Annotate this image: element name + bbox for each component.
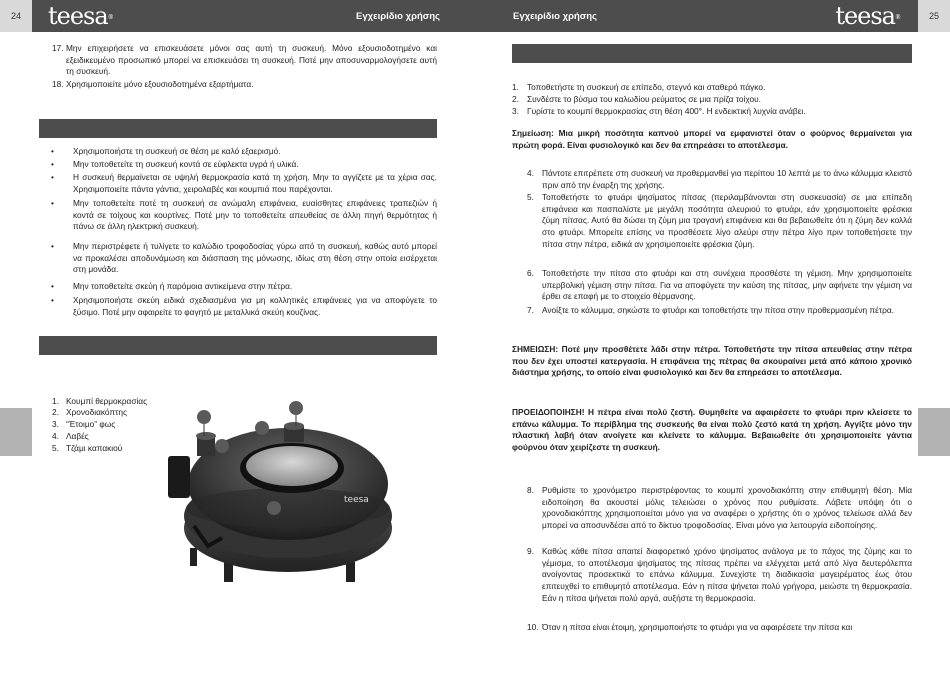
bullet-item: • Μην περιστρέφετε ή τυλίγετε το καλώδιο τροφοδοσίας γύρω από τη συσκευή, καθώς αυτό μπορεί να προκαλέσει αποδυνάμωση και διάσπαση της μόνωσης, ιδίως στη θέση στην οποία εισέρχεται στη μονάδα. <box>51 241 437 275</box>
step-item-3: 3. Γυρίστε το κουμπί θερμοκρασίας στη θέση 400°. Η ενδεικτική λυχνία ανάβει. <box>512 106 806 116</box>
page-number-left: 24 <box>0 0 32 32</box>
part-item-2: 2. Χρονοδιακόπτης <box>52 407 128 417</box>
warning-hot-stone: ΠΡΟΕΙΔΟΠΟΙΗΣΗ! Η πέτρα είναι πολύ ζεστή. Θυμηθείτε να αφαιρέσετε το φτυάρι πριν κλείσετε το επάνω κάλυμμα. Το περίβλημα της συσκευής θα είναι πολύ ζεστό κατά τη χρήση. Αγγίξτε μόνο την πλαστική λαβή όταν ανοίγετε και κλείνετε το κάλυμμα. Βεβαιωθείτε ότι χρησιμοποιείτε γάντια φούρνου όταν χειρίζεστε τη συσκευή. <box>512 407 912 453</box>
part-item-5: 5. Τζάμι καπακιού <box>52 443 123 453</box>
side-tab-left <box>0 408 32 456</box>
section-heading-bar-description <box>39 336 437 355</box>
step-item-7: 7. Ανοίξτε το κάλυμμα, σηκώστε το φτυάρι και τοποθετήστε την πίτσα στην προθερμασμένη πέτρα. <box>527 305 894 315</box>
brand-logo-right: teesa® <box>835 2 900 30</box>
part-item-4: 4. Λαβές <box>52 431 89 441</box>
step-item-6: 6. Τοποθετήστε την πίτσα στο φτυάρι και στη συνέχεια προσθέστε τη γέμιση. Μην χρησιμοποιείτε υπερβολική γέμιση στην πίτσα. Για να αποφύγετε την καύση της πίτσας, μην αφήνετε την γέμιση να έρθει σε επαφή με το στοιχείο θέρμανσης. <box>527 268 912 302</box>
note-first-use: Σημείωση: Μια μικρή ποσότητα καπνού μπορεί να εμφανιστεί όταν ο φούρνος θερμαίνεται για πρώτη φορά. Είναι φυσιολογικό και δεν θα επηρεάσει το αποτέλεσμα. <box>512 128 912 150</box>
header-title-right: Εγχειρίδιο χρήσης <box>513 11 597 22</box>
step-item-2: 2. Συνδέστε το βύσμα του καλωδίου ρεύματος σε μια πρίζα τοίχου. <box>512 94 761 104</box>
step-item-9: 9. Καθώς κάθε πίτσα απαιτεί διαφορετικό χρόνο ψησίματος ανάλογα με το πάχος της ζύμης και το γέμισμα, το αποτέλεσμα ψησίματος της πίτσας πρέπει να ελέγχεται μετά από λίγα δευτερόλεπτα ανοίγοντας προσεκτικά το επάνω κάλυμμα. Συνεχίστε τη διαδικασία μαγειρέματος έως ότου επιτευχθεί το επιθυμητό αποτέλεσμα. Εάν η πίτσα ψήνεται πολύ γρήγορα, μειώστε τη θερμοκρασία. Εάν η πίτσα ψήνεται πολύ αργά, αυξήστε τη θερμοκρασία. <box>527 546 912 603</box>
part-item-1: 1. Κουμπί θερμοκρασίας <box>52 396 148 406</box>
step-item-8: 8. Ρυθμίστε το χρονόμετρο περιστρέφοντας το κουμπί χρονοδιακόπτη στην επιθυμητή θέση. Μία ειδοποίηση θα ακουστεί μόλις τελειώσει ο χρόνος που ρυθμίσατε. Λάβετε υπόψη ότι ο χρονοδιακόπτης χρησιμοποιείται μόνο για να αναφέρει ο χρήστης ότι ο χρόνος τελείωσε αλλά δεν μπορεί να αποσυνδέσει από το δίκτυο τροφοδοσίας. Είναι μόνο για λειτουργία ειδοποίησης. <box>527 485 912 531</box>
bullet-item: • Μην τοποθετείτε σκεύη ή παρόμοια αντικείμενα στην πέτρα. <box>51 281 293 291</box>
note-stone-oil: ΣΗΜΕΙΩΣΗ: Ποτέ μην προσθέτετε λάδι στην πέτρα. Τοποθετήστε την πίτσα απευθείας στην πέτρα που δεν έχει υποστεί κατεργασία. Η επιφάνεια της πέτρας θα σκουραίνει μετά από κάποιο χρονικό διάστημα χρήσης, το οποίο είναι φυσιολογικό και δεν θα επηρεάσει το αποτέλεσμα. <box>512 344 912 378</box>
bullet-item: • Χρησιμοποιήστε τη συσκευή σε θέση με καλό εξαερισμό. <box>51 146 281 156</box>
section-heading-bar-safety <box>39 119 437 138</box>
step-item-4: 4. Πάντοτε επιτρέπετε στη συσκευή να προθερμανθεί για περίπου 10 λεπτά με το άνω κάλυμμα κλειστό πριν από την έναρξη της χρήσης. <box>527 168 912 190</box>
list-item-18: 18. Χρησιμοποιείτε μόνο εξουσιοδοτημένα εξαρτήματα. <box>52 79 254 89</box>
bullet-item: • Μην τοποθετείτε ποτέ τη συσκευή σε ανώμαλη επιφάνεια, ευαίσθητες επιφάνειες τραπεζιών ή κοντά σε τοίχους και κουρτίνες. Ποτέ μην το τοποθετείτε απευθείας σε άλλη πηγή θερμότητας ή πάνω σε άλλη ηλεκτρική συσκευή. <box>51 198 437 232</box>
pizza-oven-illustration <box>164 398 416 584</box>
bullet-item: • Η συσκευή θερμαίνεται σε υψηλή θερμοκρασία κατά τη χρήση. Μην το αγγίζετε με τα χέρια σας. Χρησιμοποιείτε πάντα γάντια, χειρολαβές και κουμπιά που παρέχονται. <box>51 172 437 194</box>
step-item-10: 10. Όταν η πίτσα είναι έτοιμη, χρησιμοποιήστε το φτυάρι για να αφαιρέσετε την πίτσα και <box>527 622 853 632</box>
bullet-item: • Χρησιμοποιήστε σκεύη ειδικά σχεδιασμένα για μη κολλητικές επιφάνειες για να αποφύγετε το ξύσιμο. Ποτέ μην αφαιρείτε το φαγητό με μεταλλικά σκεύη κουζίνας. <box>51 295 437 317</box>
step-item-1: 1. Τοποθετήστε τη συσκευή σε επίπεδο, στεγνό και σταθερό πάγκο. <box>512 82 766 92</box>
step-item-5: 5. Τοποθετήστε το φτυάρι ψησίματος πίτσας (περιλαμβάνονται στη συσκευασία) σε μια επίπεδη επιφάνεια και πασπαλίστε με μεγάλη ποσότητα αλευριού το φτυάρι, εάν χρησιμοποιείτε φρέσκια ζύμη πίτσας. Αυτό θα δώσει τη ζύμη μια τραγανή επιφάνεια και θα βεβαιωθείτε ότι η ζύμη δεν κολλά στο φτυάρι. Μπορείτε επίσης να προσθέσετε λίγο αλεύρι στην πέτρα λίγο πριν τοποθετήσετε την πίτσα στην πέτρα, ειδικά αν χρησιμοποιείτε φρέσκια ζύμη. <box>527 192 912 249</box>
bullet-item: • Μην τοποθετείτε τη συσκευή κοντά σε εύφλεκτα υγρά ή υλικά. <box>51 159 299 169</box>
side-tab-right <box>918 408 950 456</box>
part-item-3: 3. “Έτοιμο” φως <box>52 419 116 429</box>
page-header-bar <box>0 0 950 32</box>
product-logo: teesa <box>344 495 369 505</box>
section-heading-bar-usage <box>512 44 912 63</box>
list-item-17: 17. Μην επιχειρήσετε να επισκευάσετε μόνοι σας αυτή τη συσκευή. Μόνο εξουσιοδοτημένο και εξειδικευμένο προσωπικό μπορεί να επισκευάσει τη συσκευή. Ποτέ μην αποσυναρμολογήσετε αυτή τη συσκευή. <box>52 43 437 77</box>
page-number-right: 25 <box>918 0 950 32</box>
header-title-left: Εγχειρίδιο χρήσης <box>356 11 440 22</box>
brand-logo-left: teesa® <box>48 2 113 30</box>
